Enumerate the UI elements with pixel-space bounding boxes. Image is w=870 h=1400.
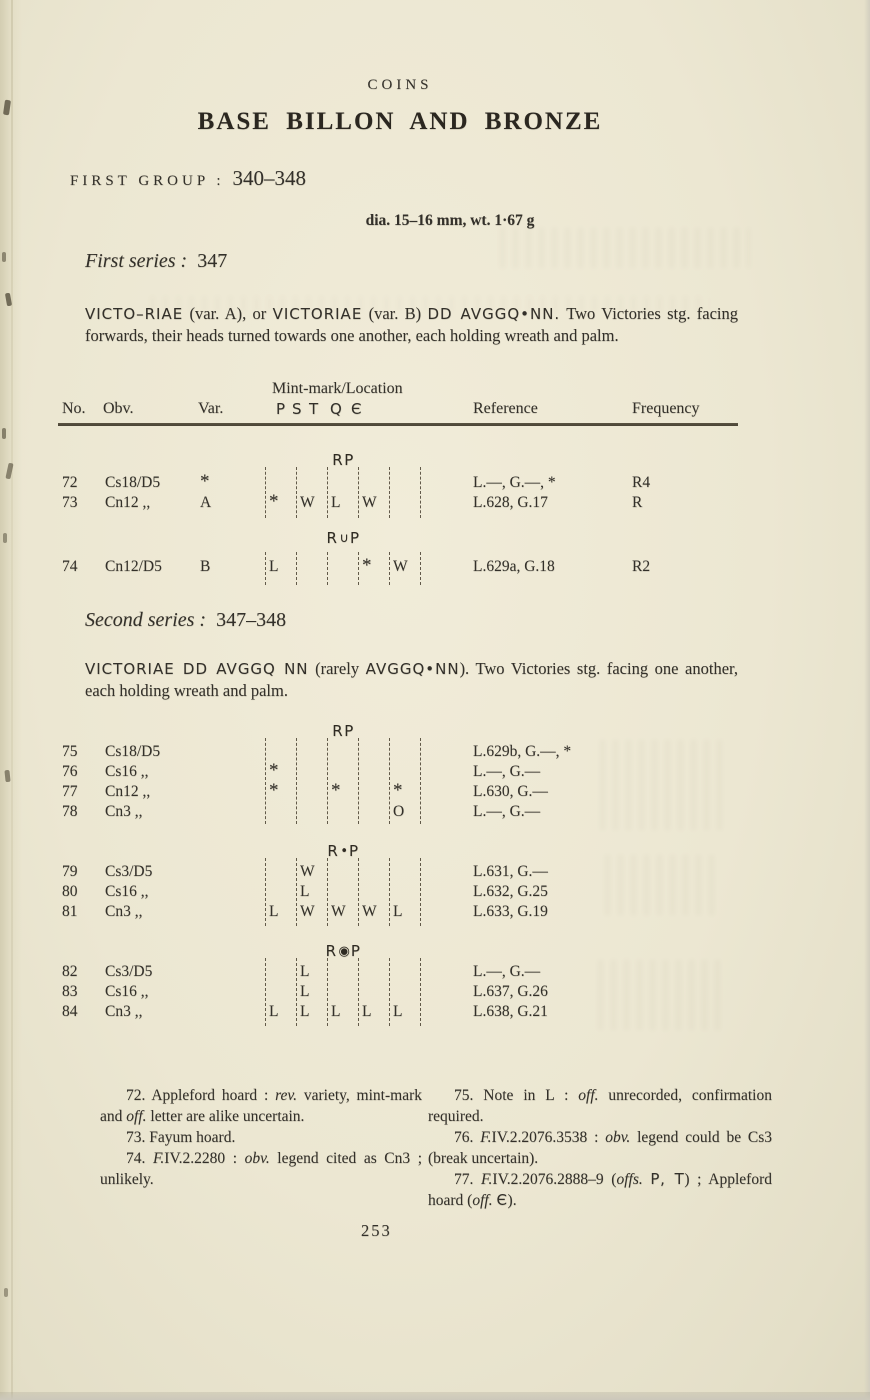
text-run: off. — [472, 1192, 493, 1209]
text-run: (rarely — [308, 659, 366, 678]
text-run: offs. — [616, 1171, 643, 1188]
cell-mint-mark-e: W — [393, 558, 408, 575]
cell-mint-mark-p: L — [269, 903, 279, 920]
running-head: COINS — [367, 77, 433, 93]
footnote — [100, 1127, 422, 1148]
cell-mint-mark-t: * — [331, 780, 341, 801]
table-row — [60, 983, 760, 1003]
col-header-obv: Obv. — [103, 400, 134, 417]
text-run: legend could be Cs3 (break uncertain). — [428, 1129, 772, 1167]
text-run: VICTORIAE DD AVGGQ NN — [85, 660, 309, 678]
table-row — [60, 780, 760, 803]
mint-col-t: T — [309, 400, 319, 418]
text-run: 77. — [454, 1171, 482, 1188]
series1-heading-label: First series : — [85, 250, 188, 272]
col-header-frequency: Frequency — [632, 400, 700, 417]
text-run: (var. B) — [362, 304, 428, 323]
footnote — [428, 1169, 772, 1211]
cell-no: 83 — [62, 983, 78, 1000]
mint-col-e: Є — [351, 400, 362, 418]
edge-mark — [2, 252, 6, 262]
table-row — [60, 743, 760, 763]
text-run: unrecorded, confirmation required. — [428, 1087, 772, 1125]
footnotes-right-column — [428, 1085, 772, 1211]
cell-obverse: Cn3 ,, — [105, 1003, 143, 1020]
first-group-heading — [70, 166, 306, 191]
cell-no: 77 — [62, 783, 78, 800]
cell-mint-mark-q: * — [362, 555, 372, 576]
binding-crease — [11, 0, 13, 1400]
cell-mint-mark-s: L — [300, 883, 310, 900]
cell-reference: L.637, G.26 — [473, 983, 548, 1000]
mark-letter: R — [332, 722, 345, 740]
text-run: off. — [126, 1108, 147, 1125]
page-right-edge — [864, 0, 870, 1400]
cell-mint-mark-s: L — [300, 1003, 310, 1020]
cell-no: 80 — [62, 883, 78, 900]
cell-obverse: Cs3/D5 — [105, 963, 153, 980]
cell-frequency: R4 — [632, 474, 651, 491]
cell-obverse: Cn3 ,, — [105, 803, 143, 820]
text-run: 76. — [454, 1129, 481, 1146]
cell-no: 78 — [62, 803, 78, 820]
text-run: off. — [578, 1087, 599, 1104]
cell-reference: L.633, G.19 — [473, 903, 548, 920]
series2-heading-label: Second series : — [85, 609, 207, 631]
cell-mint-mark-q: W — [362, 903, 377, 920]
mark-letter: P — [350, 942, 362, 960]
cell-mint-mark-t: W — [331, 903, 346, 920]
cell-mint-mark-e: L — [393, 1003, 403, 1020]
text-run: 74. — [126, 1150, 153, 1167]
table-row — [60, 555, 760, 578]
mark-letter: R — [332, 451, 345, 469]
cell-reference: L.—, G.— — [473, 803, 541, 820]
mint-col-s: S — [292, 400, 302, 418]
cell-mint-mark-e: L — [393, 903, 403, 920]
cell-no: 76 — [62, 763, 78, 780]
cell-mint-mark-p: L — [269, 1003, 279, 1020]
table-row — [60, 803, 760, 823]
text-run: VICTO–RIAE — [85, 305, 184, 323]
mark-letter: R — [325, 942, 338, 960]
cell-obverse: Cn3 ,, — [105, 903, 143, 920]
cell-no: 79 — [62, 863, 78, 880]
cell-mint-mark-p: * — [269, 760, 279, 781]
cell-reference: L.632, G.25 — [473, 883, 548, 900]
mint-col-q: Q — [330, 400, 342, 418]
cell-mint-mark-s: W — [300, 494, 315, 511]
text-run: letter are alike uncertain. — [146, 1108, 305, 1125]
text-run: obv. — [244, 1150, 270, 1167]
text-run: IV.2.2280 : — [164, 1150, 245, 1167]
cell-mint-mark-q: W — [362, 494, 377, 511]
text-run: F. — [481, 1171, 493, 1188]
text-run: DD AVGGQ•NN. — [427, 305, 561, 323]
text-run: IV.2.2076.2888–9 ( — [492, 1171, 617, 1188]
cell-mint-mark-t: L — [331, 1003, 341, 1020]
mark-letter: P — [349, 842, 360, 860]
cell-reference: L.638, G.21 — [473, 1003, 548, 1020]
cell-reference: L.—, G.— — [473, 963, 541, 980]
cell-no: 73 — [62, 494, 78, 511]
series1-heading-number: 347 — [197, 250, 228, 272]
mark-symbol-icon: • — [340, 844, 349, 859]
page-bottom-edge — [0, 1392, 870, 1400]
mark-symbol-icon: ∪ — [339, 531, 349, 546]
text-run: F. — [480, 1129, 492, 1146]
cell-mint-mark-s: L — [300, 963, 310, 980]
mark-letter: R — [326, 529, 339, 547]
text-run: 73. Fayum hoard. — [126, 1129, 236, 1146]
cell-reference: L.628, G.17 — [473, 494, 548, 511]
first-group-range: 340–348 — [232, 166, 307, 190]
cell-obverse: Cs18/D5 — [105, 743, 161, 760]
table-row — [60, 863, 760, 883]
series2-description — [85, 658, 738, 702]
text-run: F. — [152, 1150, 165, 1167]
cell-no: 84 — [62, 1003, 78, 1020]
cell-no: 74 — [62, 558, 78, 575]
mint-mark-location-header: Mint-mark/Location — [272, 380, 403, 397]
text-run: AVGGQ•NN — [365, 660, 460, 678]
series1-description — [85, 303, 738, 347]
cell-variety: * — [200, 471, 210, 492]
cell-reference: L.631, G.— — [473, 863, 548, 880]
text-run: ). Two Victories stg. facing one another, each holding wreath and palm. — [85, 659, 738, 700]
footnotes-left-column — [100, 1085, 422, 1190]
text-run: obv. — [605, 1129, 631, 1146]
mark-letter: R — [327, 842, 340, 860]
mark-letter: P — [344, 722, 355, 740]
cell-reference: L.630, G.— — [473, 783, 548, 800]
mark-letter: P — [349, 529, 361, 547]
mark-letter: P — [344, 451, 355, 469]
text-run: Two Victories stg. facing forwards, their heads turned towards one another, each holding wreath and palm. — [85, 304, 738, 345]
first-group-label: FIRST GROUP : — [70, 173, 225, 189]
footnote — [428, 1085, 772, 1127]
text-run: Є — [496, 1191, 508, 1209]
cell-reference: L.—, G.— — [473, 763, 541, 780]
text-run: IV.2.2076.3538 : — [491, 1129, 606, 1146]
table-row — [60, 963, 760, 983]
group-rows — [60, 863, 760, 923]
cell-mint-mark-e: * — [393, 780, 403, 801]
mint-mark-group-label — [265, 529, 422, 547]
cell-mint-mark-p: * — [269, 780, 279, 801]
cell-reference: L.629b, G.—, * — [473, 743, 572, 760]
text-run: 75. Note in L : — [454, 1087, 579, 1104]
cell-mint-mark-e: O — [393, 803, 405, 820]
cell-mint-mark-t: L — [331, 494, 341, 511]
text-run: legend cited as Cn3 ; unlikely. — [100, 1150, 422, 1188]
table-row — [60, 903, 760, 923]
text-run: ). — [507, 1192, 517, 1209]
series2-heading-number: 347–348 — [216, 609, 287, 631]
cell-obverse: Cn12/D5 — [105, 558, 162, 575]
text-run: VICTORIAE — [272, 305, 363, 323]
text-run: rev. — [275, 1087, 298, 1104]
spec-line: dia. 15–16 mm, wt. 1·67 g — [365, 212, 535, 229]
series2-heading — [85, 609, 286, 632]
cell-no: 81 — [62, 903, 78, 920]
cell-obverse: Cs16 ,, — [105, 763, 149, 780]
cell-variety: A — [200, 494, 212, 511]
show-through-stain — [500, 228, 750, 268]
cell-mint-mark-s: W — [300, 863, 315, 880]
cell-obverse: Cs16 ,, — [105, 883, 149, 900]
table-row — [60, 1003, 760, 1023]
footnote — [100, 1085, 422, 1127]
col-header-reference: Reference — [473, 400, 538, 417]
footnote — [100, 1148, 422, 1190]
cell-reference: L.629a, G.18 — [473, 558, 555, 575]
cell-obverse: Cn12 ,, — [105, 783, 151, 800]
text-run: (var. A), or — [183, 304, 273, 323]
group-rows — [60, 555, 760, 578]
cell-obverse: Cs18/D5 — [105, 474, 161, 491]
table-row — [60, 760, 760, 783]
cell-no: 75 — [62, 743, 78, 760]
table-row — [60, 471, 760, 494]
edge-mark — [4, 1288, 8, 1297]
cell-obverse: Cs3/D5 — [105, 863, 153, 880]
cell-frequency: R2 — [632, 558, 651, 575]
cell-reference: L.—, G.—, * — [473, 474, 556, 491]
edge-mark — [3, 533, 7, 543]
cell-obverse: Cn12 ,, — [105, 494, 151, 511]
text-run: ) ; Appleford hoard ( — [428, 1171, 772, 1209]
table-row — [60, 491, 760, 514]
cell-frequency: R — [632, 494, 643, 511]
cell-no: 82 — [62, 963, 78, 980]
page-title: BASE BILLON AND BRONZE — [197, 108, 603, 135]
text-run: P, T — [650, 1170, 685, 1188]
table-row — [60, 883, 760, 903]
cell-variety: B — [200, 558, 211, 575]
group-rows — [60, 471, 760, 514]
cell-mint-mark-s: L — [300, 983, 310, 1000]
group-rows — [60, 743, 760, 823]
page-number: 253 — [361, 1221, 392, 1240]
text-run: 72. Appleford hoard : — [126, 1087, 276, 1104]
group-rows — [60, 963, 760, 1023]
footnote — [428, 1127, 772, 1169]
cell-mint-mark-s: W — [300, 903, 315, 920]
col-header-var: Var. — [198, 400, 224, 417]
edge-mark — [2, 428, 6, 439]
cell-mint-mark-p: L — [269, 558, 279, 575]
table-header-rule — [58, 423, 738, 426]
cell-no: 72 — [62, 474, 78, 491]
text-run: variety, mint-mark and — [100, 1087, 422, 1125]
cell-obverse: Cs16 ,, — [105, 983, 149, 1000]
series1-heading — [85, 250, 227, 273]
mark-symbol-icon: ◉ — [338, 944, 350, 959]
cell-mint-mark-q: L — [362, 1003, 372, 1020]
cell-mint-mark-p: * — [269, 491, 279, 512]
col-header-no: No. — [62, 400, 86, 417]
mint-col-p: P — [276, 400, 286, 418]
